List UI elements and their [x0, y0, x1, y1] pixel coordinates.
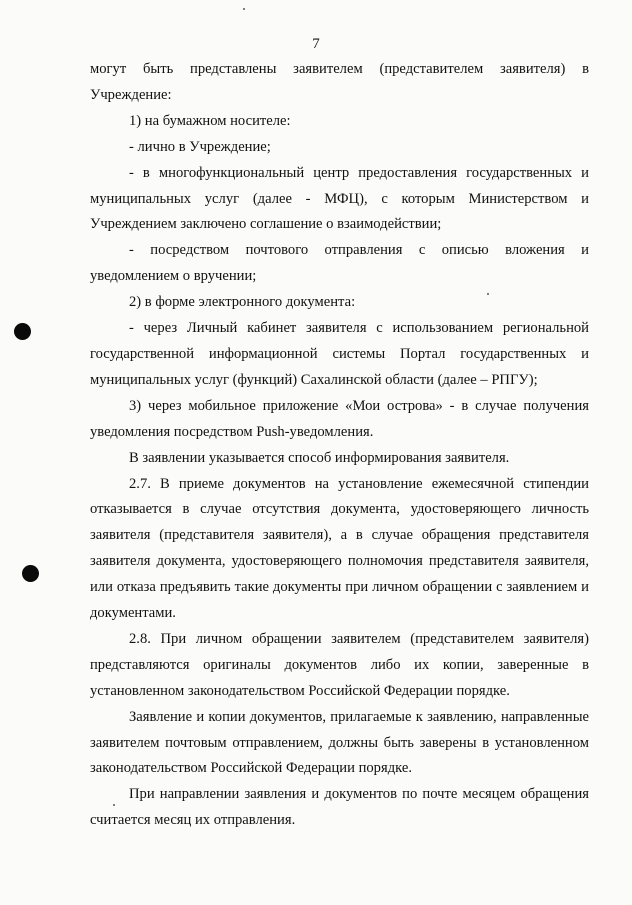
paragraph-month-of-application: При направлении заявления и документов по почте месяцем обращения считается месяц их отправления.	[90, 786, 589, 829]
scan-speck	[243, 8, 245, 10]
paragraph-section-2-7: 2.7. В приеме документов на установление ежемесячной стипендии отказывается в случае отсутствия документа, удостоверяющего личность заявителя (представителя заявителя), а в случае обращения представителя заявителя документа, удостоверяющего полномочия представителя заявителя, или отказа предъявить такие документы при личном обращении с заявлением и документами.	[90, 475, 589, 622]
paragraph-paper-form: 1) на бумажном носителе:	[129, 112, 291, 129]
paragraph-electronic-form: 2) в форме электронного документа:	[129, 294, 356, 311]
punch-hole-bottom	[22, 565, 39, 582]
paragraph-in-person: - лично в Учреждение;	[129, 138, 271, 155]
paragraph-notification-method: В заявлении указывается способ информирования заявителя.	[129, 449, 510, 466]
page-number: 7	[312, 36, 320, 52]
paragraph-postal-copies: Заявление и копии документов, прилагаемые к заявлению, направленные заявителем почтовым отправлением, должны быть заверены в установленном законодательством Российской Федерации порядке.	[90, 708, 589, 777]
document-body	[90, 57, 589, 834]
paragraph-section-2-8: 2.8. При личном обращении заявителем (представителем заявителя) представляются оригиналы документов либо их копии, заверенные в установленном законодательством Российской Федерации порядке.	[90, 630, 589, 699]
paragraph-mobile-app: 3) через мобильное приложение «Мои острова» - в случае получения уведомления посредством Push-уведомления.	[90, 397, 589, 440]
paragraph-postal: - посредством почтового отправления с описью вложения и уведомлением о вручении;	[90, 242, 589, 285]
paragraph-personal-cabinet: - через Личный кабинет заявителя с использованием региональной государственной информационной системы Портал государственных и муниципальных услуг (функций) Сахалинской области (далее – РПГУ);	[90, 320, 589, 388]
paragraph-continuation: могут быть представлены заявителем (представителем заявителя) в Учреждение:	[90, 61, 589, 103]
paragraph-mfc: - в многофункциональный центр предоставления государственных и муниципальных услуг (далее - МФЦ), с которым Министерством и Учреждением заключено соглашение о взаимодействии;	[90, 164, 589, 233]
punch-hole-top	[14, 323, 31, 340]
